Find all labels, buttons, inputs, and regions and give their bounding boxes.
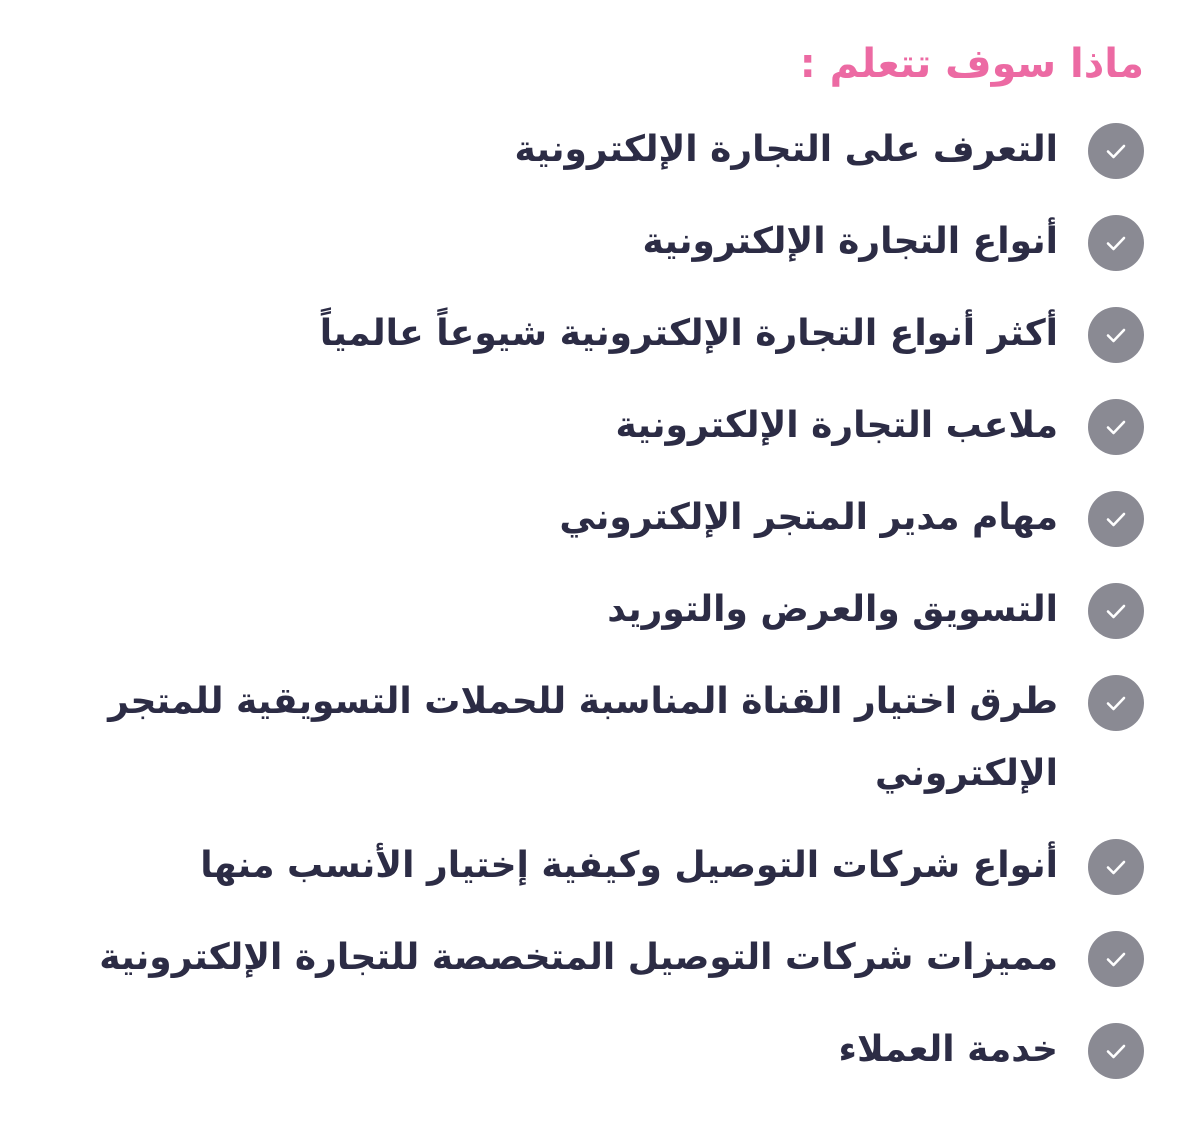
list-item-label: ملاعب التجارة الإلكترونية: [615, 405, 1058, 446]
check-circle-icon: [1088, 839, 1144, 895]
list-item: [60, 390, 1144, 462]
list-item: [60, 1014, 1144, 1086]
list-item-label: مهام مدير المتجر الإلكتروني: [559, 497, 1058, 538]
list-item: [60, 574, 1144, 646]
list-item-label: طرق اختيار القناة المناسبة للحملات التسويقية للمتجر الإلكتروني: [108, 681, 1058, 794]
list-item: [60, 206, 1144, 278]
check-circle-icon: [1088, 215, 1144, 271]
list-item: [60, 114, 1144, 186]
list-item-label: خدمة العملاء: [838, 1029, 1058, 1070]
outcomes-list: [60, 114, 1144, 1086]
list-item-label: أنواع التجارة الإلكترونية: [642, 221, 1058, 262]
list-item: [60, 482, 1144, 554]
check-circle-icon: [1088, 675, 1144, 731]
list-item: [60, 298, 1144, 370]
check-circle-icon: [1088, 491, 1144, 547]
check-circle-icon: [1088, 123, 1144, 179]
check-circle-icon: [1088, 931, 1144, 987]
list-item: [60, 666, 1144, 810]
check-circle-icon: [1088, 307, 1144, 363]
check-circle-icon: [1088, 1023, 1144, 1079]
list-item-label: أنواع شركات التوصيل وكيفية إختيار الأنسب منها: [200, 845, 1058, 886]
list-item-label: أكثر أنواع التجارة الإلكترونية شيوعاً عالمياً: [319, 313, 1058, 354]
check-circle-icon: [1088, 399, 1144, 455]
check-circle-icon: [1088, 583, 1144, 639]
list-item-label: التعرف على التجارة الإلكترونية: [514, 129, 1058, 170]
section-heading: ماذا سوف تتعلم :: [799, 41, 1144, 87]
list-item: [60, 922, 1144, 994]
list-item-label: التسويق والعرض والتوريد: [607, 589, 1058, 630]
list-item-label: مميزات شركات التوصيل المتخصصة للتجارة الإلكترونية: [99, 937, 1058, 978]
list-item: [60, 830, 1144, 902]
